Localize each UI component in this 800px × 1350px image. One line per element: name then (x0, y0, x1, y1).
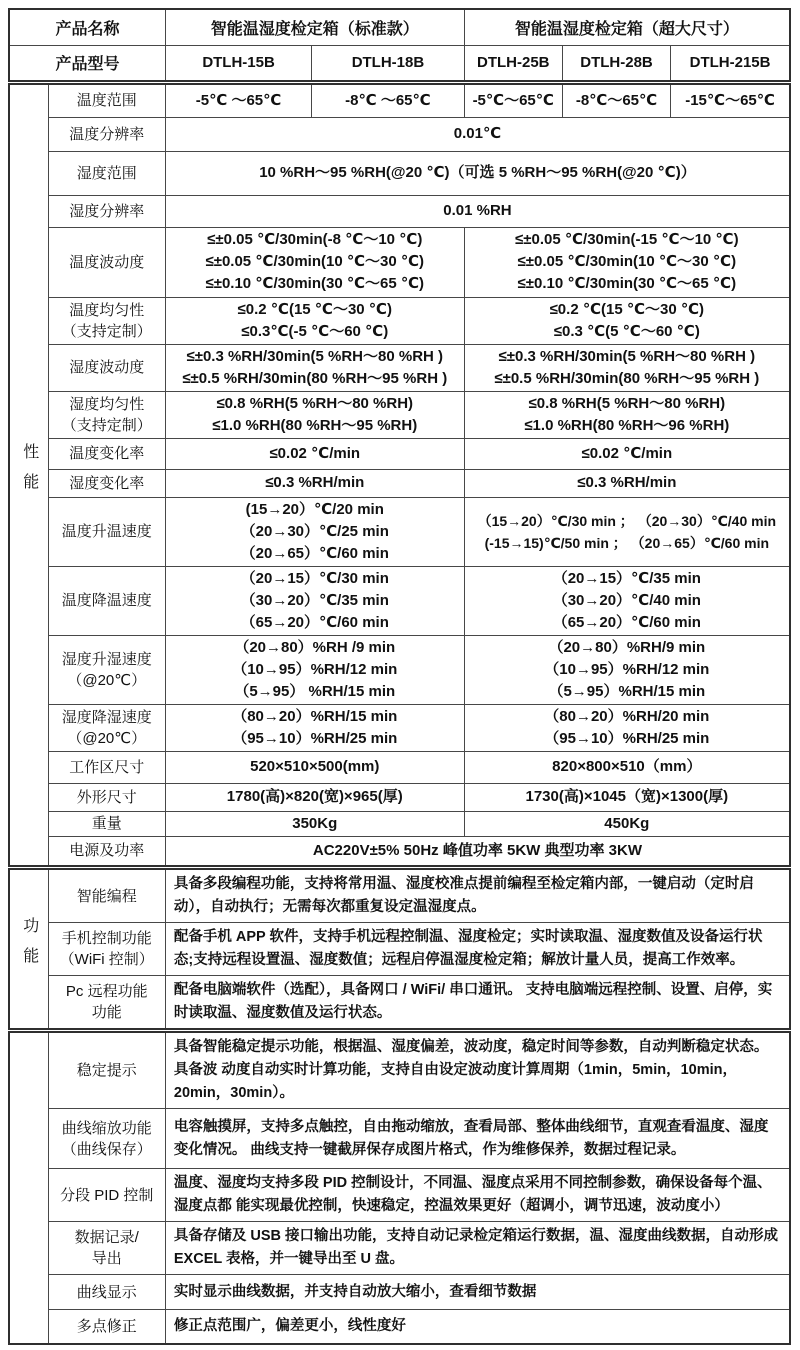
label-temp-change-rate: 温度变化率 (48, 438, 165, 469)
label-humidity-fluctuation: 湿度波动度 (48, 344, 165, 391)
functions-table (8, 868, 791, 1030)
temp-uniformity-std: ≤0.2 ℃(15 ℃～30 ℃) ≤0.3℃(-5 ℃～60 ℃) (165, 297, 464, 344)
row-multipoint-correction (9, 1310, 790, 1344)
dehumidify-speed-super: （80→20）%RH/20 min （95→10）%RH/25 min (464, 704, 790, 751)
label-weight: 重量 (48, 811, 165, 836)
row-smart-programming (9, 869, 790, 923)
label-temp-heating-speed: 温度升温速度 (48, 497, 165, 566)
label-curve-zoom: 曲线缩放功能 （曲线保存） (48, 1109, 165, 1169)
temp-change-rate-super: ≤0.02 ℃/min (464, 438, 790, 469)
row-pid-control (9, 1169, 790, 1222)
row-humidity-resolution (9, 195, 790, 227)
row-temp-cooling-speed (9, 566, 790, 635)
label-temp-cooling-speed: 温度降温速度 (48, 566, 165, 635)
label-humidity-range: 湿度范围 (48, 151, 165, 195)
row-humidify-speed (9, 635, 790, 704)
row-data-logging (9, 1222, 790, 1275)
label-outer-size: 外形尺寸 (48, 783, 165, 811)
standard-series-title: 智能温湿度检定箱（标准款） (165, 9, 464, 45)
humidity-resolution-value: 0.01 %RH (165, 195, 790, 227)
model-dtlh-25b: DTLH-25B (464, 45, 562, 81)
section-label-performance: 性能 (9, 84, 48, 866)
label-dehumidify-speed: 湿度降湿速度 （@20℃） (48, 704, 165, 751)
stability-indicator-text: 具备智能稳定提示功能，根据温、湿度偏差，波动度，稳定时间等参数，自动判断稳定状态。具备波 动度自动实时计算功能，支持自由设定波动度计算周期（1min，5min，10min，20min，30min）。 (165, 1032, 790, 1109)
label-multipoint-correction: 多点修正 (48, 1310, 165, 1344)
row-stability-indicator (9, 1032, 790, 1109)
humidify-speed-std: （20→80）%RH /9 min （10→95）%RH/12 min （5→95） %RH/15 min (165, 635, 464, 704)
label-temp-range: 温度范围 (48, 84, 165, 117)
section-label-empty (9, 1032, 48, 1344)
label-stability-indicator: 稳定提示 (48, 1032, 165, 1109)
label-pc-remote: Pc 远程功能 功能 (48, 976, 165, 1030)
humidity-fluctuation-super: ≤±0.3 %RH/30min(5 %RH～80 %RH ) ≤±0.5 %RH/30min(80 %RH～95 %RH ) (464, 344, 790, 391)
label-temp-resolution: 温度分辨率 (48, 117, 165, 151)
label-phone-control: 手机控制功能 （WiFi 控制） (48, 923, 165, 976)
label-temp-uniformity: 温度均匀性 （支持定制） (48, 297, 165, 344)
row-dehumidify-speed (9, 704, 790, 751)
section-label-functions: 功能 (9, 869, 48, 1029)
model-dtlh-215b: DTLH-215B (671, 45, 790, 81)
temp-fluctuation-std: ≤±0.05 ℃/30min(-8 ℃～10 ℃) ≤±0.05 ℃/30min(10 ℃～30 ℃) ≤±0.10 ℃/30min(30 ℃～65 ℃) (165, 227, 464, 297)
temp-uniformity-super: ≤0.2 ℃(15 ℃～30 ℃) ≤0.3 ℃(5 ℃～60 ℃) (464, 297, 790, 344)
humidity-uniformity-std: ≤0.8 %RH(5 %RH～80 %RH) ≤1.0 %RH(80 %RH～95 %RH) (165, 391, 464, 438)
oversize-series-title: 智能温湿度检定箱（超大尺寸） (464, 9, 790, 45)
dehumidify-speed-std: （80→20）%RH/15 min （95→10）%RH/25 min (165, 704, 464, 751)
work-area-size-super: 820×800×510（mm） (464, 751, 790, 783)
temp-range-15b: -5℃ ～65℃ (165, 84, 311, 117)
temp-range-18b: -8℃ ～65℃ (312, 84, 464, 117)
multipoint-correction-text: 修正点范围广，偏差更小，线性度好 (165, 1310, 790, 1344)
humidity-change-rate-super: ≤0.3 %RH/min (464, 469, 790, 497)
curve-display-text: 实时显示曲线数据，并支持自动放大缩小，查看细节数据 (165, 1275, 790, 1310)
humidity-change-rate-std: ≤0.3 %RH/min (165, 469, 464, 497)
temp-cooling-speed-super: （20→15）℃/35 min （30→20）℃/40 min （65→20）℃/60 min (464, 566, 790, 635)
weight-super: 450Kg (464, 811, 790, 836)
label-humidity-change-rate: 湿度变化率 (48, 469, 165, 497)
row-curve-zoom (9, 1109, 790, 1169)
outer-size-super: 1730(高)×1045（宽)×1300(厚) (464, 783, 790, 811)
product-name-label: 产品名称 (9, 9, 165, 45)
features-table (8, 1031, 791, 1345)
temp-resolution-value: 0.01℃ (165, 117, 790, 151)
row-humidity-uniformity (9, 391, 790, 438)
weight-std: 350Kg (165, 811, 464, 836)
row-outer-size (9, 783, 790, 811)
outer-size-std: 1780(高)×820(宽)×965(厚) (165, 783, 464, 811)
temp-range-215b: -15℃～65℃ (671, 84, 790, 117)
product-model-label: 产品型号 (9, 45, 165, 81)
curve-zoom-text: 电容触摸屏，支持多点触控，自由拖动缩放，查看局部、整体曲线细节，直观查看温度、湿度变化情况。 曲线支持一键截屏保存成图片格式，作为维修保养，数据过程记录。 (165, 1109, 790, 1169)
row-temp-fluctuation (9, 227, 790, 297)
data-logging-text: 具备存储及 USB 接口输出功能，支持自动记录检定箱运行数据，温、湿度曲线数据，自动形成 EXCEL 表格，并一键导出至 U 盘。 (165, 1222, 790, 1275)
row-power (9, 836, 790, 866)
label-power: 电源及功率 (48, 836, 165, 866)
row-temp-resolution (9, 117, 790, 151)
model-dtlh-15b: DTLH-15B (165, 45, 311, 81)
row-work-area-size (9, 751, 790, 783)
label-curve-display: 曲线显示 (48, 1275, 165, 1310)
row-phone-control (9, 923, 790, 976)
model-dtlh-18b: DTLH-18B (312, 45, 464, 81)
humidity-fluctuation-std: ≤±0.3 %RH/30min(5 %RH～80 %RH ) ≤±0.5 %RH/30min(80 %RH～95 %RH ) (165, 344, 464, 391)
work-area-size-std: 520×510×500(mm) (165, 751, 464, 783)
row-weight (9, 811, 790, 836)
label-humidify-speed: 湿度升湿速度 （@20℃） (48, 635, 165, 704)
row-humidity-fluctuation (9, 344, 790, 391)
label-pid-control: 分段 PID 控制 (48, 1169, 165, 1222)
phone-control-text: 配备手机 APP 软件，支持手机远程控制温、湿度检定；实时读取温、湿度数值及设备运行状态;支持远程设置温、湿度数值；远程启停温湿度检定箱；解放计量人员，提高工作效率。 (165, 923, 790, 976)
model-dtlh-28b: DTLH-28B (562, 45, 670, 81)
pc-remote-text: 配备电脑端软件（选配），具备网口 / WiFi/ 串口通讯。 支持电脑端远程控制、设置、启停，实时读取温、湿度数值及运行状态。 (165, 976, 790, 1030)
label-humidity-resolution: 湿度分辨率 (48, 195, 165, 227)
temp-cooling-speed-std: （20→15）℃/30 min （30→20）℃/35 min （65→20）℃/60 min (165, 566, 464, 635)
row-temp-range (9, 84, 790, 117)
performance-table (8, 83, 791, 867)
humidity-range-value: 10 %RH～95 %RH(@20 ℃)（可选 5 %RH～95 %RH(@20 ℃)） (165, 151, 790, 195)
row-temp-uniformity (9, 297, 790, 344)
temp-range-25b: -5℃～65℃ (464, 84, 562, 117)
temp-fluctuation-super: ≤±0.05 ℃/30min(-15 ℃～10 ℃) ≤±0.05 ℃/30min(10 ℃～30 ℃) ≤±0.10 ℃/30min(30 ℃～65 ℃) (464, 227, 790, 297)
header-table (8, 8, 791, 82)
row-humidity-range (9, 151, 790, 195)
label-temp-fluctuation: 温度波动度 (48, 227, 165, 297)
smart-programming-text: 具备多段编程功能，支持将常用温、湿度校准点提前编程至检定箱内部，一键启动（定时启动），自动执行；无需每次都重复设定温湿度点。 (165, 869, 790, 923)
row-pc-remote (9, 976, 790, 1030)
pid-control-text: 温度、湿度均支持多段 PID 控制设计，不同温、湿度点采用不同控制参数，确保设备每个温、湿度点都 能实现最优控制，快速稳定，控温效果更好（超调小，调节迅速，波动度小） (165, 1169, 790, 1222)
row-temp-change-rate (9, 438, 790, 469)
label-data-logging: 数据记录/ 导出 (48, 1222, 165, 1275)
temp-heating-speed-std: (15→20）℃/20 min （20→30）℃/25 min （20→65）℃/60 min (165, 497, 464, 566)
temp-change-rate-std: ≤0.02 ℃/min (165, 438, 464, 469)
label-work-area-size: 工作区尺寸 (48, 751, 165, 783)
row-humidity-change-rate (9, 469, 790, 497)
label-humidity-uniformity: 湿度均匀性 （支持定制） (48, 391, 165, 438)
label-smart-programming: 智能编程 (48, 869, 165, 923)
power-value: AC220V±5% 50Hz 峰值功率 5KW 典型功率 3KW (165, 836, 790, 866)
temp-heating-speed-super: （15→20）℃/30 min ； （20→30）℃/40 min (-15→15)℃/50 min ； （20→65）℃/60 min (464, 497, 790, 566)
humidity-uniformity-super: ≤0.8 %RH(5 %RH～80 %RH) ≤1.0 %RH(80 %RH～96 %RH) (464, 391, 790, 438)
temp-range-28b: -8℃～65℃ (562, 84, 670, 117)
row-curve-display (9, 1275, 790, 1310)
row-temp-heating-speed (9, 497, 790, 566)
humidify-speed-super: （20→80）%RH/9 min （10→95）%RH/12 min （5→95）%RH/15 min (464, 635, 790, 704)
